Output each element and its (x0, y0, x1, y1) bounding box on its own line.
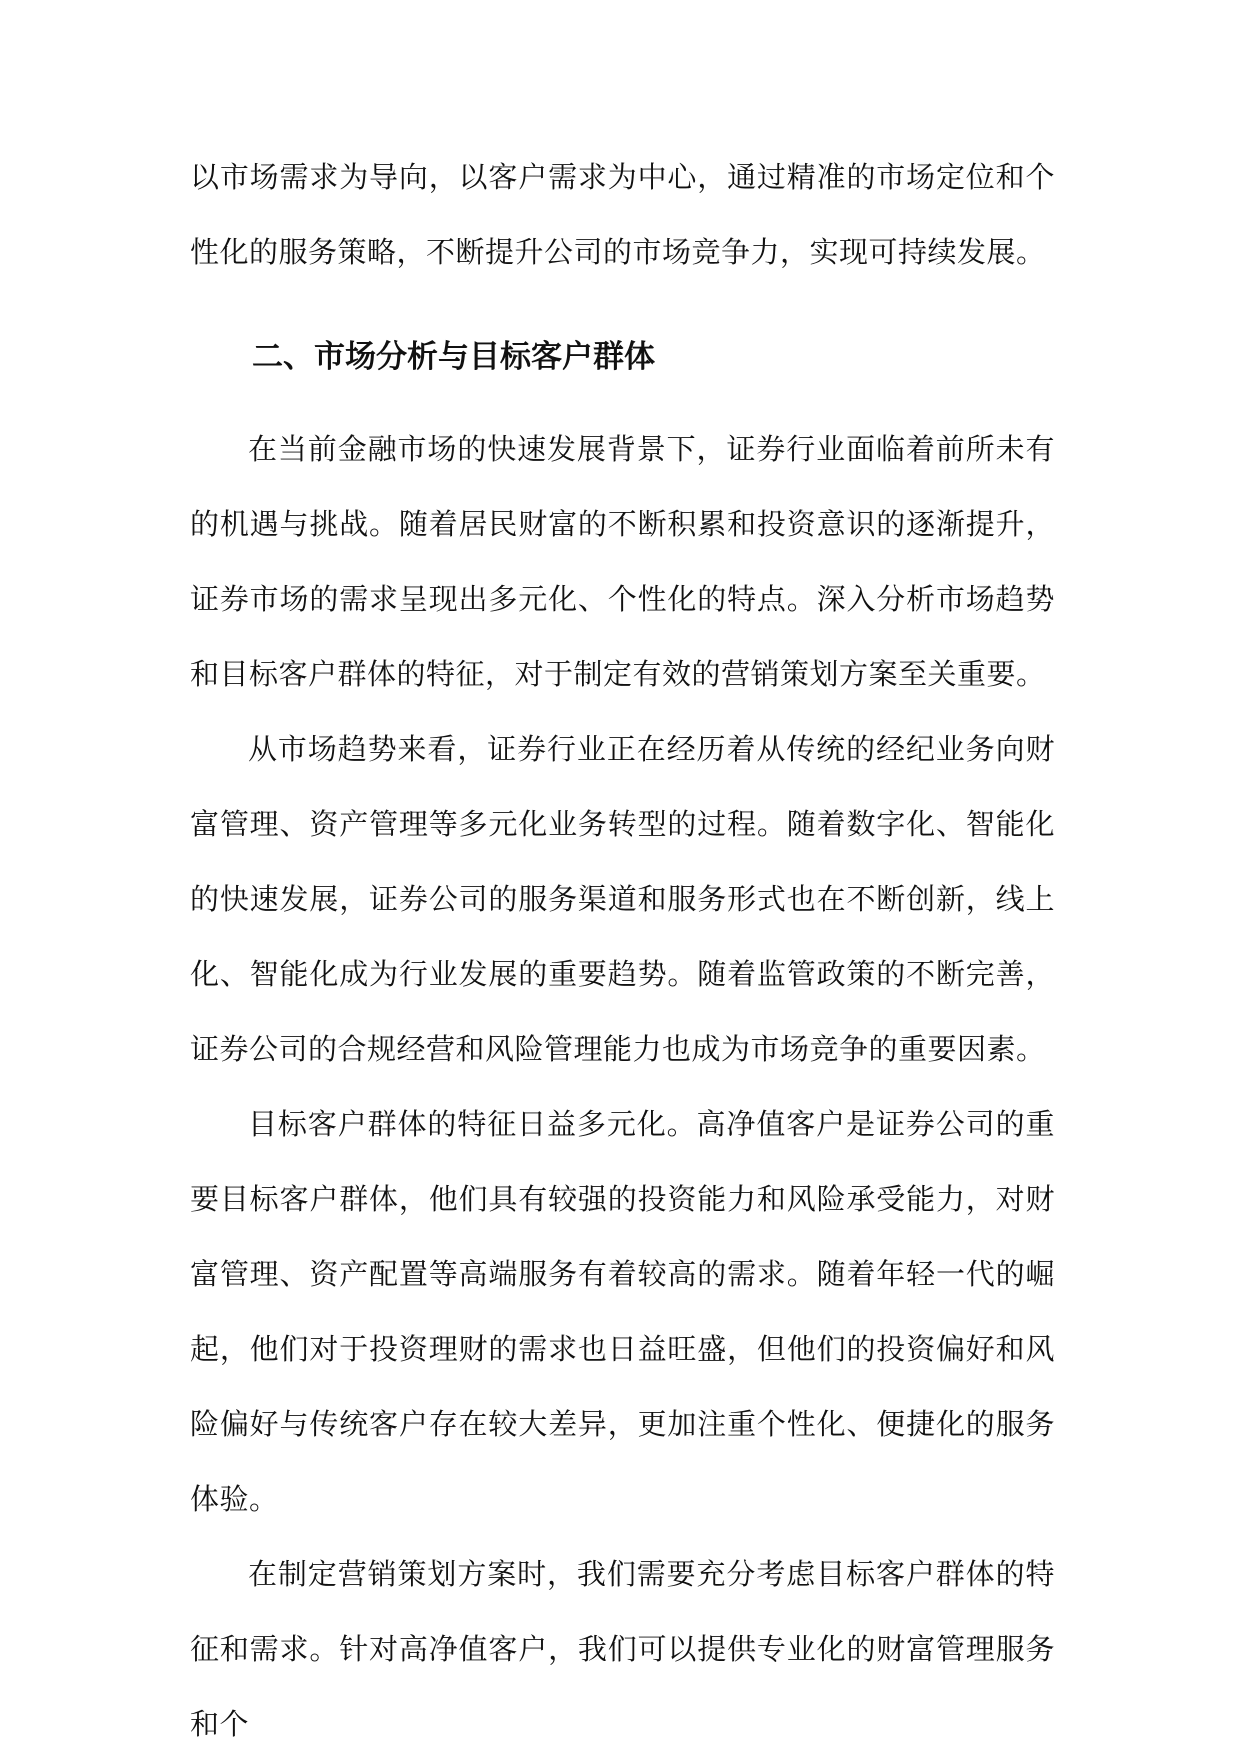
paragraph-market-background: 在当前金融市场的快速发展背景下，证券行业面临着前所未有的机遇与挑战。随着居民财富的不断积累和投资意识的逐渐提升，证券市场的需求呈现出多元化、个性化的特点。深入分析市场趋势和目标客户群体的特征，对于制定有效的营销策划方案至关重要。 (190, 432, 1055, 691)
paragraph-marketing-plan: 在制定营销策划方案时，我们需要充分考虑目标客户群体的特征和需求。针对高净值客户，我们可以提供专业化的财富管理服务和个 (190, 1557, 1055, 1741)
paragraph-market-trends: 从市场趋势来看，证券行业正在经历着从传统的经纪业务向财富管理、资产管理等多元化业务转型的过程。随着数字化、智能化的快速发展，证券公司的服务渠道和服务形式也在不断创新，线上化、智能化成为行业发展的重要趋势。随着监管政策的不断完善，证券公司的合规经营和风险管理能力也成为市场竞争的重要因素。 (190, 732, 1055, 1066)
document-body (190, 140, 1055, 1762)
paragraph-target-customers: 目标客户群体的特征日益多元化。高净值客户是证券公司的重要目标客户群体，他们具有较强的投资能力和风险承受能力，对财富管理、资产配置等高端服务有着较高的需求。随着年轻一代的崛起，他们对于投资理财的需求也日益旺盛，但他们的投资偏好和风险偏好与传统客户存在较大差异，更加注重个性化、便捷化的服务体验。 (190, 1107, 1055, 1516)
intro-paragraph: 以市场需求为导向，以客户需求为中心，通过精准的市场定位和个性化的服务策略，不断提升公司的市场竞争力，实现可持续发展。 (190, 160, 1055, 269)
section-heading: 二、市场分析与目标客户群体 (252, 339, 655, 375)
